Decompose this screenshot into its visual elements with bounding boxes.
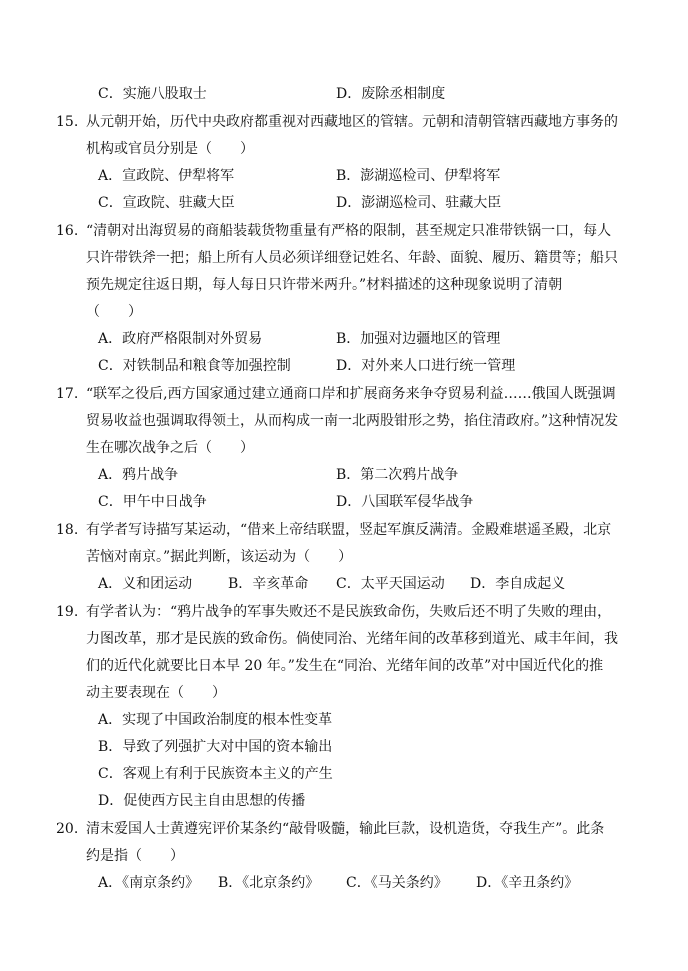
q15-option-b: B．澎湖巡检司、伊犁将军 (336, 168, 501, 184)
q17-option-a: A．鸦片战争 (98, 467, 179, 483)
q18-option-b: B．辛亥革命 (228, 576, 309, 592)
q18-option-a: A．义和团运动 (98, 576, 193, 592)
q19-option-a: A．实现了中国政治制度的根本性变革 (98, 712, 333, 728)
q20-option-b: B．《北京条约》 (218, 875, 320, 891)
q16-stem-line-2: 只许带铁斧一把；船上所有人员必须详细登记姓名、年龄、面貌、履历、籍贯等；船只 (86, 250, 618, 266)
q15-option-c: C．宣政院、驻藏大臣 (98, 195, 235, 211)
q20-option-c: C．《马关条约》 (346, 875, 448, 891)
q19-option-d: D．促使西方民主自由思想的传播 (98, 793, 306, 809)
q16-option-d: D．对外来人口进行统一管理 (336, 358, 516, 374)
q15-number: 15. (56, 114, 79, 130)
q15-option-d: D．澎湖巡检司、驻藏大臣 (336, 195, 502, 211)
q16-option-c: C．对铁制品和粮食等加强控制 (98, 358, 291, 374)
q15-option-a: A．宣政院、伊犁将军 (98, 168, 235, 184)
q17-option-c: C．甲午中日战争 (98, 494, 207, 510)
q17-stem-line-2: 贸易收益也强调取得领土，从而构成一南一北两股钳形之势，掐住清政府。”这种情况发 (86, 413, 619, 429)
q16-option-a: A．政府严格限制对外贸易 (98, 331, 263, 347)
q20-stem-line-2: 约是指（ ） (86, 848, 184, 864)
q14-option-d: D．废除丞相制度 (336, 86, 446, 102)
q15-stem-line-2: 机构或官员分别是（ ） (86, 141, 254, 157)
q19-stem-line-3: 们的近代化就要比日本早 20 年。”发生在“同治、光绪年间的改革”对中国近代化的推 (86, 658, 604, 674)
q20-number: 20. (56, 821, 79, 837)
q16-stem-line-1: “清朝对出海贸易的商船装载货物重量有严格的限制，甚至规定只准带铁锅一口，每人 (86, 223, 612, 239)
q20-option-d: D．《辛丑条约》 (476, 875, 579, 891)
q14-option-c: C．实施八股取士 (98, 86, 207, 102)
q17-stem-line-1: “联军之役后,西方国家通过建立通商口岸和扩展商务来争夺贸易利益……俄国人既强调 (86, 386, 616, 402)
q19-option-b: B．导致了列强扩大对中国的资本输出 (98, 739, 333, 755)
q15-stem-line-1: 从元朝开始，历代中央政府都重视对西藏地区的管辖。元朝和清朝管辖西藏地方事务的 (86, 114, 618, 130)
q16-number: 16. (56, 223, 79, 239)
q19-number: 19. (56, 604, 79, 620)
q20-option-a: A．《南京条约》 (98, 875, 200, 891)
q18-option-c: C．太平天国运动 (336, 576, 445, 592)
q19-stem-line-4: 动主要表现在（ ） (86, 685, 226, 701)
q19-stem-line-1: 有学者认为：“鸦片战争的军事失败还不是民族致命伤，失败后还不明了失败的理由， (86, 604, 612, 620)
q17-option-d: D．八国联军侵华战争 (336, 494, 474, 510)
q17-stem-line-3: 生在哪次战争之后（ ） (86, 440, 254, 456)
q20-stem-line-1: 清末爱国人士黄遵宪评价某条约“敲骨吸髓，输此巨款，设机造货，夺我生产”。此条 (86, 821, 605, 837)
q16-stem-line-4: （ ） (86, 304, 142, 320)
q16-stem-line-3: 预先规定往返日期，每人每日只许带米两升。”材料描述的这种现象说明了清朝 (86, 277, 563, 293)
q18-number: 18. (56, 522, 79, 538)
q16-option-b: B．加强对边疆地区的管理 (336, 331, 501, 347)
q19-option-c: C．客观上有利于民族资本主义的产生 (98, 766, 333, 782)
q18-option-d: D．李自成起义 (470, 576, 566, 592)
q17-number: 17. (56, 386, 79, 402)
q17-option-b: B．第二次鸦片战争 (336, 467, 459, 483)
q19-stem-line-2: 力图改革，那才是民族的致命伤。倘使同治、光绪年间的改革移到道光、咸丰年间，我 (86, 631, 618, 647)
q18-stem-line-1: 有学者写诗描写某运动，“借来上帝结联盟，竖起军旗反满清。金殿难堪遥圣殿，北京 (86, 522, 612, 538)
q18-stem-line-2: 苦恼对南京。”据此判断，该运动为（ ） (86, 549, 353, 565)
